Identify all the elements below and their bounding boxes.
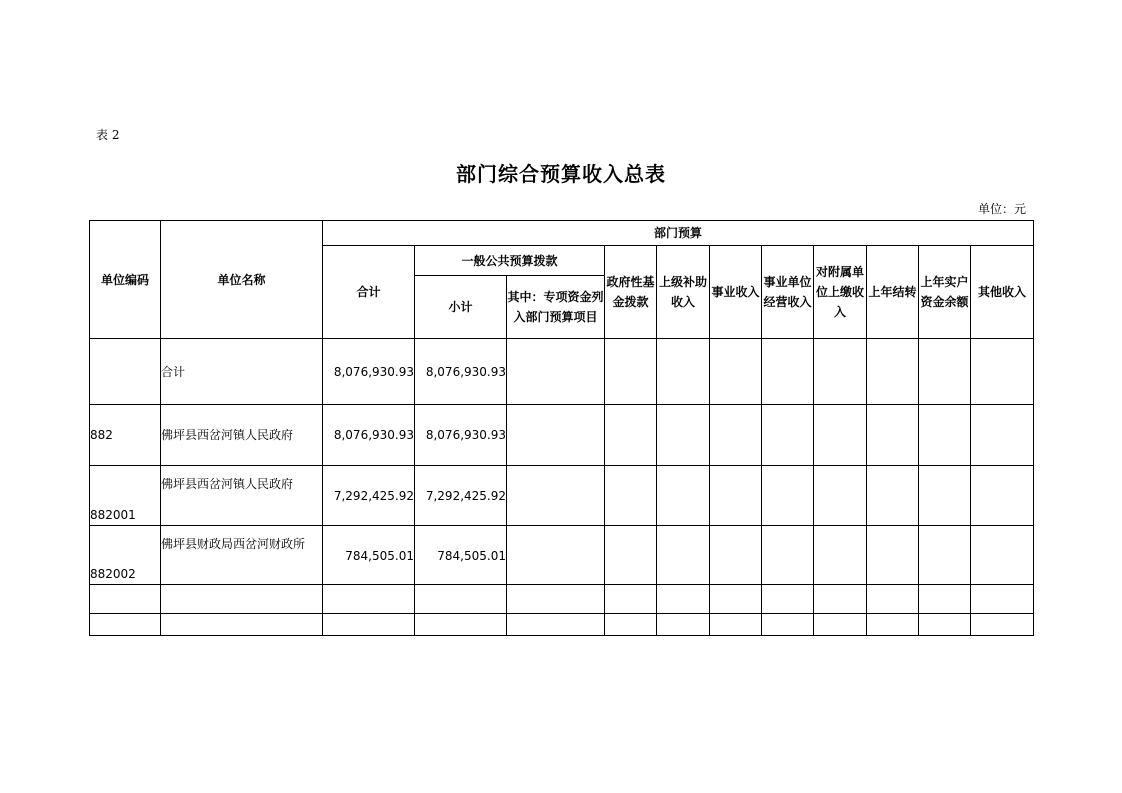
empty-cell [415,614,507,636]
empty-cell [605,466,657,526]
empty-cell [657,339,710,405]
table-row [90,339,1034,405]
empty-cell [710,466,762,526]
empty-cell [814,614,867,636]
header-total: 合计 [323,246,415,339]
empty-cell [762,585,814,614]
empty-cell [657,614,710,636]
empty-cell [971,585,1034,614]
empty-cell [919,614,971,636]
row-code: 882001 [90,466,161,526]
empty-cell [867,614,919,636]
table-row [90,405,1034,466]
table-number: 表 2 [96,128,120,142]
row-total: 8,076,930.93 [323,339,415,405]
empty-row [90,614,1034,636]
empty-cell [814,339,867,405]
row-total: 784,505.01 [323,526,415,585]
empty-cell [710,405,762,466]
empty-cell [867,339,919,405]
empty-cell [605,526,657,585]
empty-cell [657,526,710,585]
empty-cell [762,466,814,526]
empty-cell [867,405,919,466]
row-subtotal: 784,505.01 [415,526,507,585]
row-name: 合计 [161,339,323,405]
header-subordinate-income: 对附属单位上缴收入 [814,246,867,339]
header-special-funds: 其中：专项资金列入部门预算项目 [507,276,605,339]
empty-cell [507,526,605,585]
empty-cell [605,614,657,636]
empty-cell [605,339,657,405]
empty-cell [814,466,867,526]
empty-cell [507,339,605,405]
header-subtotal: 小计 [415,276,507,339]
empty-cell [657,405,710,466]
empty-cell [762,526,814,585]
empty-cell [161,614,323,636]
row-subtotal: 7,292,425.92 [415,466,507,526]
row-name: 佛坪县财政局西岔河财政所 [161,526,323,585]
empty-cell [507,585,605,614]
empty-cell [867,526,919,585]
empty-cell [867,466,919,526]
empty-cell [971,614,1034,636]
empty-cell [90,614,161,636]
empty-cell [710,339,762,405]
empty-cell [762,614,814,636]
header-carryover: 上年结转 [867,246,919,339]
empty-cell [605,585,657,614]
empty-cell [415,585,507,614]
header-superior-subsidy: 上级补助收入 [657,246,710,339]
empty-cell [323,585,415,614]
empty-cell [507,614,605,636]
table-row [90,526,1034,585]
empty-cell [762,339,814,405]
empty-cell [919,526,971,585]
empty-cell [971,405,1034,466]
empty-cell [507,405,605,466]
row-code: 882002 [90,526,161,585]
budget-income-table [89,220,1034,636]
empty-cell [814,585,867,614]
empty-cell [867,585,919,614]
empty-cell [657,585,710,614]
empty-cell [710,585,762,614]
empty-cell [919,405,971,466]
header-unit-code: 单位编码 [90,221,161,339]
empty-cell [971,526,1034,585]
header-general-public-budget: 一般公共预算拨款 [415,246,605,276]
page-title: 部门综合预算收入总表 [456,162,666,186]
empty-cell [814,405,867,466]
empty-cell [919,585,971,614]
empty-cell [971,466,1034,526]
row-code [90,339,161,405]
row-name: 佛坪县西岔河镇人民政府 [161,466,323,526]
row-subtotal: 8,076,930.93 [415,339,507,405]
empty-cell [710,614,762,636]
empty-row [90,585,1034,614]
header-dept-budget: 部门预算 [323,221,1034,246]
empty-cell [814,526,867,585]
empty-cell [90,585,161,614]
header-gov-fund: 政府性基金拨款 [605,246,657,339]
empty-cell [710,526,762,585]
empty-cell [161,585,323,614]
unit-label: 单位：元 [977,202,1026,216]
table-row [90,466,1034,526]
empty-cell [507,466,605,526]
row-total: 8,076,930.93 [323,405,415,466]
row-total: 7,292,425.92 [323,466,415,526]
row-subtotal: 8,076,930.93 [415,405,507,466]
row-code: 882 [90,405,161,466]
empty-cell [919,339,971,405]
empty-cell [762,405,814,466]
empty-cell [605,405,657,466]
header-unit-name: 单位名称 [161,221,323,339]
empty-cell [971,339,1034,405]
empty-cell [919,466,971,526]
header-prior-balance: 上年实户资金余额 [919,246,971,339]
empty-cell [323,614,415,636]
header-business-income: 事业收入 [710,246,762,339]
empty-cell [657,466,710,526]
header-operating-income: 事业单位经营收入 [762,246,814,339]
row-name: 佛坪县西岔河镇人民政府 [161,405,323,466]
header-other-income: 其他收入 [971,246,1034,339]
